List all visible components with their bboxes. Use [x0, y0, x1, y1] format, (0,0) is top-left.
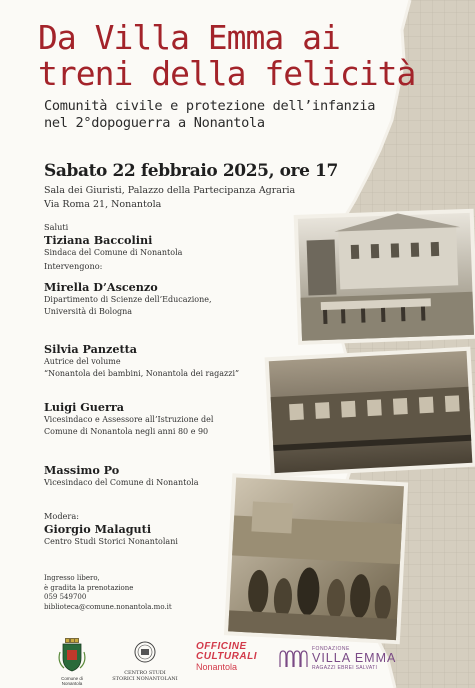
speaker-role: “Nonantola dei bambini, Nonantola dei ragazzi” [44, 369, 240, 378]
speaker-role: Vicesindaco e Assessore all’Istruzione del [44, 415, 214, 424]
greetings-label: Saluti [44, 222, 69, 232]
centro-studi-line: STORICI NONANTOLANI [112, 676, 178, 682]
photo-train [265, 347, 475, 478]
speaker-name: Luigi Guerra [44, 400, 125, 414]
centro-studi-logo [112, 640, 178, 682]
officine-sub: Nonantola [196, 662, 238, 672]
booking-info [44, 574, 172, 612]
speaker-name: Massimo Po [44, 463, 120, 477]
event-datetime: Sabato 22 febbraio 2025, ore 17 [44, 161, 338, 181]
greetings-block [44, 222, 284, 272]
speaker-block [44, 400, 284, 438]
speaker-role: Autrice del volume [44, 357, 121, 366]
info-phone: 059 549700 [44, 593, 87, 601]
speaker-role: Dipartimento di Scienze dell’Educazione, [44, 295, 212, 304]
speaker-name: Silvia Panzetta [44, 342, 138, 356]
moderator-label: Modera: [44, 511, 79, 521]
photo-villa [294, 209, 475, 345]
speaker-block [44, 280, 284, 318]
moderator-block [44, 511, 284, 548]
arches-icon [278, 648, 308, 668]
poster-subtitle [44, 98, 375, 132]
comune-logo [54, 638, 90, 686]
speaker-role: Sindaca del Comune di Nonantola [44, 248, 183, 257]
info-email: biblioteca@comune.nonantola.mo.it [44, 602, 172, 611]
comune-logo-text: Comune di Nonantola [61, 676, 83, 686]
speaker-role: Comune di Nonantola negli anni 80 e 90 [44, 427, 209, 436]
speaker-name: Tiziana Baccolini [44, 233, 153, 247]
coat-of-arms-icon [54, 638, 90, 672]
fondazione-tagline: RAGAZZI EBREI SALVATI [312, 665, 378, 671]
photo-crowd [224, 473, 408, 644]
speaker-role: Vicesindaco del Comune di Nonantola [44, 478, 199, 487]
officine-line: OFFICINE [196, 641, 247, 652]
subtitle-line: nel 2°dopoguerra a Nonantola [44, 115, 265, 131]
officine-culturali-logo [196, 642, 260, 672]
speaker-block [44, 342, 284, 380]
fondazione-name: VILLA EMMA [312, 651, 397, 665]
speaker-role: Centro Studi Storici Nonantolani [44, 537, 178, 546]
centro-studi-emblem-icon [112, 640, 178, 666]
speaker-block [44, 463, 284, 489]
venue-line: Via Roma 21, Nonantola [44, 199, 162, 210]
subtitle-line: Comunità civile e protezione dell’infanzia [44, 98, 376, 114]
venue-line: Sala dei Giuristi, Palazzo della Partecipanza Agraria [44, 185, 296, 196]
sponsor-logos [0, 636, 475, 688]
event-venue [44, 184, 295, 212]
info-line: è gradita la prenotazione [44, 583, 134, 592]
info-line: Ingresso libero, [44, 574, 100, 582]
speakers-label: Intervengono: [44, 261, 103, 271]
title-line: treni della felicità [38, 54, 416, 93]
title-line: Da Villa Emma ai [38, 18, 340, 57]
speaker-role: Università di Bologna [44, 307, 133, 316]
poster-title [38, 20, 415, 92]
speaker-name: Giorgio Malaguti [44, 522, 152, 536]
centro-studi-line: CENTRO STUDI [124, 670, 166, 676]
officine-line: CULTURALI [196, 651, 257, 662]
speaker-name: Mirella D’Ascenzo [44, 280, 158, 294]
fondazione-label: FONDAZIONE [312, 646, 350, 652]
